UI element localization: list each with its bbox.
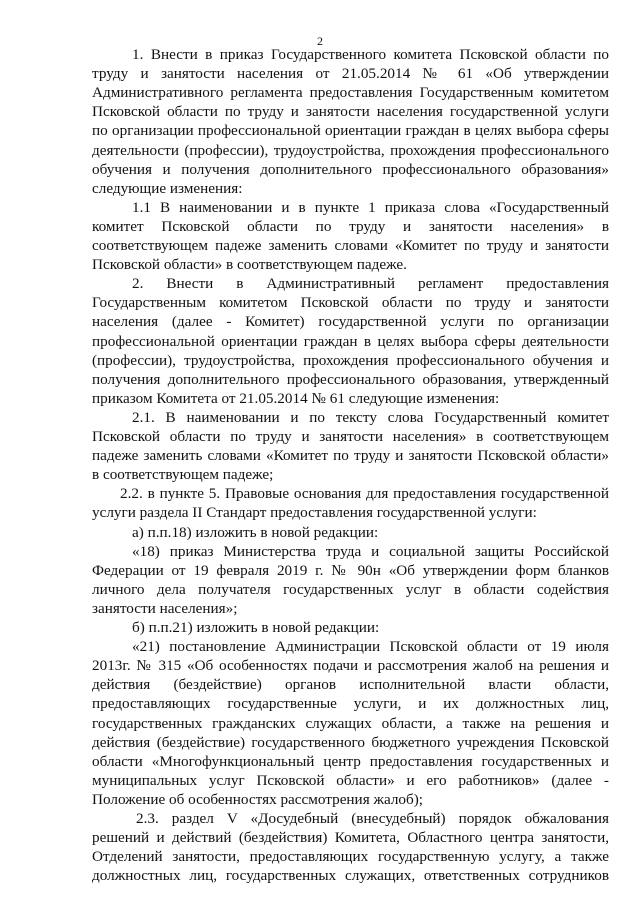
page-number: 2	[317, 34, 323, 48]
text-line: области «Многофункциональный центр предоставления государственных и	[92, 752, 609, 770]
text-line: «18) приказ Министерства труда и социальной защиты Российской	[132, 542, 609, 560]
text-line: 2. Внести в Административный регламент предоставления	[132, 275, 609, 293]
text-line: действия (бездействие) государственного бюджетного учреждения Псковской	[92, 733, 609, 751]
text-line: труду и занятости населения от 21.05.2014 № 61 «Об утверждении	[92, 65, 609, 83]
text-line: 2013г. № 315 «Об особенностях подачи и рассмотрения жалоб на решения и	[92, 657, 609, 675]
text-line: Положение об особенностях рассмотрения жалоб);	[92, 790, 424, 808]
text-line: профессиональной ориентации граждан в целях выбора сферы деятельности	[92, 332, 609, 350]
text-line: следующие изменения:	[92, 179, 243, 197]
text-line: предоставляющих государственные услуги, и их должностных лиц,	[92, 695, 609, 713]
text-line: 2.2. в пункте 5. Правовые основания для предоставления государственной	[120, 485, 609, 503]
text-line: падеже заменить словами «Комитет по труду и занятости Псковской области»	[92, 447, 609, 465]
text-line: 2.1. В наименовании и по тексту слова Государственный комитет	[132, 408, 609, 426]
text-line: занятости населения»;	[92, 599, 238, 617]
text-line: Псковской области по труду и занятости населения государственной услуги	[92, 103, 609, 121]
text-line: (профессии), трудоустройства, прохождения профессионального обучения и	[92, 351, 609, 369]
text-line: государственных гражданских служащих области, а также на решения и	[92, 714, 609, 732]
text-line: получения дополнительного профессионального образования, утвержденный	[92, 370, 609, 388]
text-line: 1.1 В наименовании и в пункте 1 приказа слова «Государственный	[132, 198, 609, 216]
text-line: Псковской области по труду и занятости населения» в соответствующем	[92, 428, 609, 445]
text-line: 1. Внести в приказ Государственного комитета Псковской области по	[132, 46, 609, 63]
text-line: Федерации от 19 февраля 2019 г. № 90н «Об утверждении форм бланков	[92, 561, 609, 579]
text-line: обучения и получения дополнительного профессионального образования»	[92, 160, 609, 178]
text-line: а) п.п.18) изложить в новой редакции:	[132, 523, 379, 541]
text-line: приказом Комитета от 21.05.2014 № 61 следующие изменения:	[92, 389, 500, 407]
text-line: Отделений занятости, предоставляющих государственную услугу, а также	[92, 848, 609, 866]
text-line: б) п.п.21) изложить в новой редакции:	[132, 619, 380, 636]
text-line: комитет Псковской области по труду и занятости населения» в	[92, 217, 609, 235]
text-line: соответствующем падеже заменить словами «Комитет по труду и занятости	[92, 237, 609, 254]
text-line: деятельности (профессии), трудоустройства, прохождения профессионального	[92, 141, 609, 159]
text-line: личного дела получателя государственных услуг в области содействия	[92, 580, 609, 598]
text-line: «21) постановление Администрации Псковской области от 19 июля	[132, 638, 609, 656]
text-line: 2.3. раздел V «Досудебный (внесудебный) порядок обжалования	[136, 810, 609, 827]
text-line: услуги раздела II Стандарт предоставления государственной услуги:	[92, 504, 537, 522]
text-line: населения (далее - Комитет) государственной услуги по организации	[92, 313, 609, 331]
text-line: Государственным комитетом Псковской области по труду и занятости	[92, 294, 609, 312]
text-line: действия (бездействие) органов исполнительной власти области,	[92, 676, 609, 694]
text-line: Псковской области» в соответствующем падеже.	[92, 256, 407, 274]
text-line: решений и действий (бездействия) Комитета, Областного центра занятости,	[92, 829, 609, 847]
text-line: в соответствующем падеже;	[92, 466, 274, 484]
text-line: муниципальных услуг Псковской области» и его работников» (далее -	[92, 771, 609, 789]
text-line: Административного регламента предоставления Государственным комитетом	[92, 84, 609, 102]
text-line: должностных лиц, государственных служащих, ответственных сотрудников	[92, 867, 609, 885]
text-line: по организации профессиональной ориентации граждан в целях выбора сферы	[92, 122, 609, 140]
